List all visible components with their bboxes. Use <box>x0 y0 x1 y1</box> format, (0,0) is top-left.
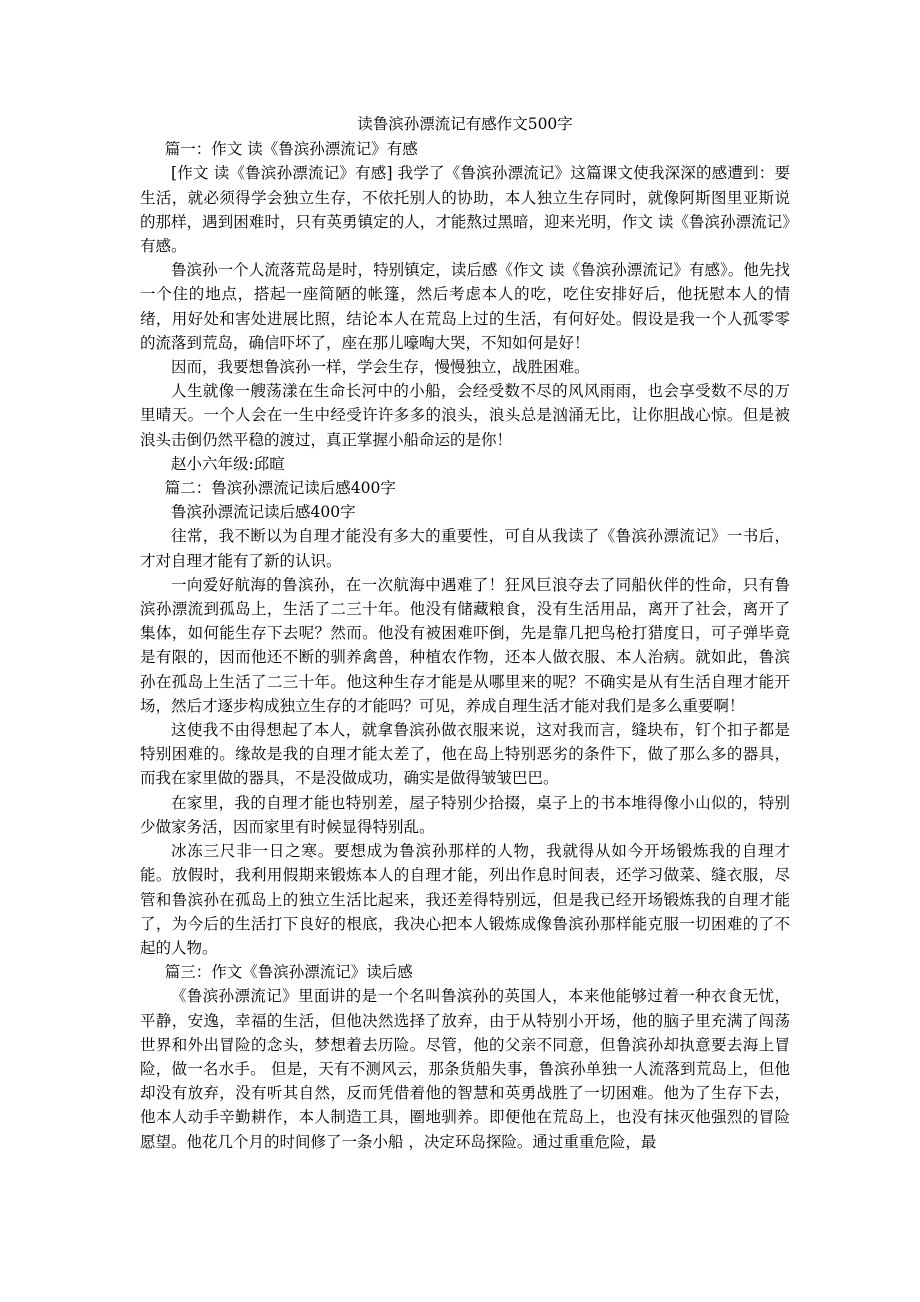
paragraph: 往常，我不断以为自理才能没有多大的重要性，可自从我读了《鲁滨孙漂流记》一书后，才对自理才能有了新的认识。 <box>140 527 790 570</box>
paragraph: 人生就像一艘荡漾在生命长河中的小船，会经受数不尽的风风雨雨，也会享受数不尽的万里晴天。一个人会在一生中经受许许多多的浪头，浪头总是汹涌无比，让你胆战心惊。但是被浪头击倒仍然平稳的渡过，真正掌握小船命运的是你！ <box>140 382 790 449</box>
paragraph: 一向爱好航海的鲁滨孙，在一次航海中遇难了！狂风巨浪夺去了同船伙伴的性命，只有鲁滨孙漂流到孤岛上，生活了二三十年。他没有储藏粮食，没有生活用品，离开了社会，离开了集体，如何能生存下去呢？然而。他没有被困难吓倒，先是靠几把鸟枪打猎度日，可子弹毕竟是有限的，因而他还不断的驯养禽兽，种植农作物，还本人做衣服、本人治病。就如此，鲁滨孙在孤岛上生活了二三十年。他这种生存才能是从哪里来的呢？不确实是从有生活自理才能开场，然后才逐步构成独立生存的才能吗？可见，养成自理生活才能对我们是多么重要啊！ <box>140 575 790 715</box>
paragraph: 鲁滨孙一个人流落荒岛是时，特别镇定，读后感《作文 读《鲁滨孙漂流记》有感》。他先找一个住的地点，搭起一座简陋的帐篷，然后考虑本人的吃，吃住安排好后，他抚慰本人的情绪，用好处和害处进展比照，结论本人在荒岛上过的生活，有何好处。假设是我一个人孤零零的流落到荒岛，确信吓坏了，座在那儿嚎啕大哭，不知如何是好！ <box>140 261 790 352</box>
section-subtitle: 鲁滨孙漂流记读后感400字 <box>171 503 356 522</box>
paragraph: 在家里，我的自理才能也特别差，屋子特别少拾掇，桌子上的书本堆得像小山似的，特别少做家务活，因而家里有时候显得特别乱。 <box>140 793 790 836</box>
paragraph: [作文 读《鲁滨孙漂流记》有感] 我学了《鲁滨孙漂流记》这篇课文使我深深的感遭到：要生活，就必须得学会独立生存，不依托别人的协助，本人独立生存同时，就像阿斯图里亚斯说的那样，遇到困难时，只有英勇镇定的人，才能熬过黑暗，迎来光明，作文 读《鲁滨孙漂流记》有感。 <box>140 164 790 256</box>
author-line: 赵小六年级:邱暄 <box>171 454 285 473</box>
document-page <box>140 112 790 1154</box>
section-heading-3: 篇三：作文《鲁滨孙漂流记》读后感 <box>164 963 413 982</box>
section-heading-1: 篇一：作文 读《鲁滨孙漂流记》有感 <box>164 140 418 159</box>
section-heading-2: 篇二：鲁滨孙漂流记读后感400字 <box>164 479 396 498</box>
paragraph: 《鲁滨孙漂流记》里面讲的是一个名叫鲁滨孙的英国人，本来他能够过着一种衣食无忧，平静，安逸，幸福的生活，但他决然选择了放弃，由于从特别小开场，他的脑子里充满了闯荡世界和外出冒险的念头，梦想着去历险。尽管，他的父亲不同意，但鲁滨孙却执意要去海上冒险，做一名水手。 但是，天有不测风云，那条货船失事，鲁滨孙单独一人流落到荒岛上，但他却没有放弃，没有听其自然，反而凭借着他的智慧和英勇战胜了一切困难。他为了生存下去，他本人动手辛勤耕作，本人制造工具，圈地驯养。即便他在荒岛上，也没有抹灭他强烈的冒险愿望。他花几个月的时间修了一条小船 ，决定环岛探险。通过重重危险，最 <box>140 987 790 1151</box>
paragraph: 冰冻三尺非一日之寒。要想成为鲁滨孙那样的人物，我就得从如今开场锻炼我的自理才能。放假时，我利用假期来锻炼本人的自理才能，列出作息时间表，还学习做菜、缝衣服，尽管和鲁滨孙在孤岛上的独立生活比起来，我还差得特别远，但是我已经开场锻炼我的自理才能了，为今后的生活打下良好的根底，我决心把本人锻炼成像鲁滨孙那样能克服一切困难的了不起的人物。 <box>140 842 790 957</box>
paragraph: 这使我不由得想起了本人，就拿鲁滨孙做衣服来说，这对我而言，缝块布，钉个扣子都是特别困难的。缘故是我的自理才能太差了，他在岛上特别恶劣的条件下，做了那么多的器具，而我在家里做的器具，不是没做成功，确实是做得皱皱巴巴。 <box>140 721 790 788</box>
paragraph: 因而，我要想鲁滨孙一样，学会生存，慢慢独立，战胜困难。 <box>171 358 590 377</box>
document-title: 读鲁滨孙漂流记有感作文500字 <box>357 115 573 133</box>
